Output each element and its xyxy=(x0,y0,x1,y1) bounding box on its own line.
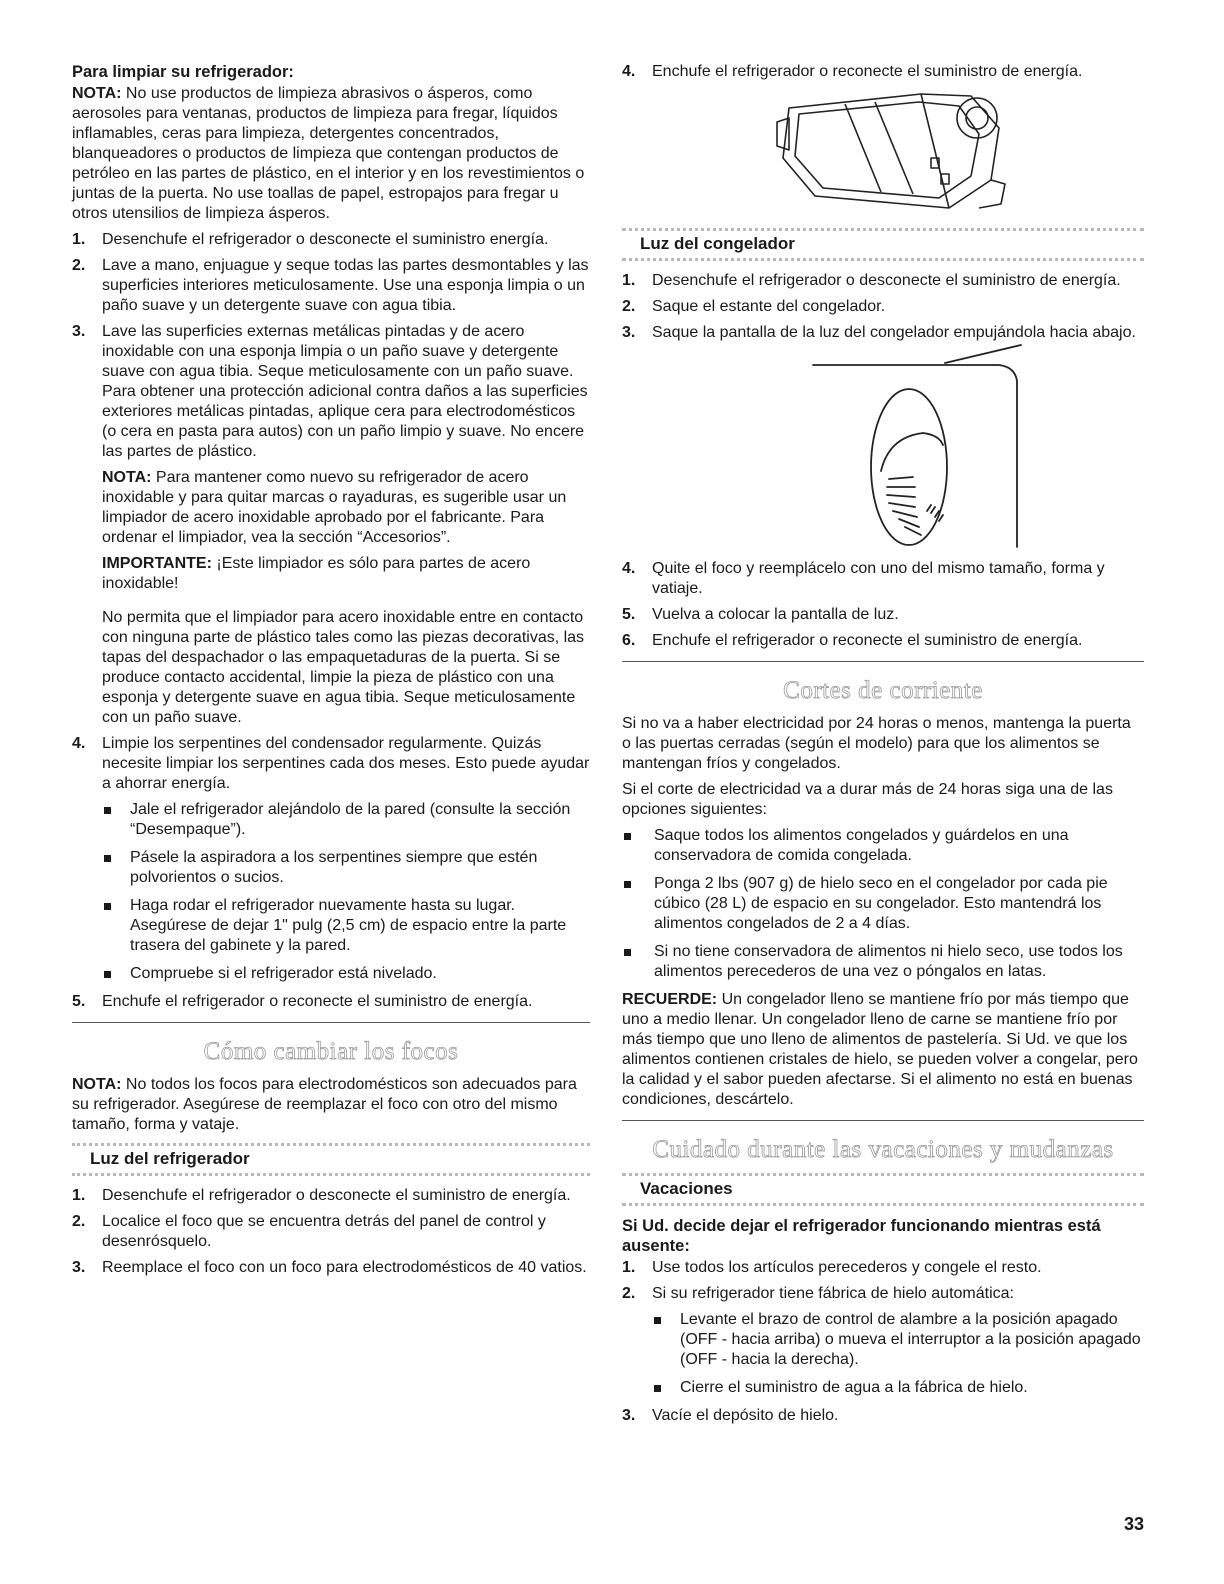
step-text: Limpie los serpentines del condensador regularmente. Quizás necesite limpiar los serpentines cada dos meses. Esto puede ayudar a ahorrar energía. xyxy=(102,735,590,792)
step-text: Si su refrigerador tiene fábrica de hielo automática: xyxy=(652,1285,1014,1302)
importante-paragraph xyxy=(102,554,590,594)
step-text: Use todos los artículos perecederos y congele el resto. xyxy=(652,1259,1042,1276)
step-number: 1. xyxy=(72,231,86,248)
step-text: Lave las superficies externas metálicas pintadas y de acero inoxidable con una esponja limpia o un paño suave y detergente suave con agua tibia. Seque meticulosamente con un paño suave. Para obtener una protección adicional contra daños a las superficies exteriores metálicas pintadas, aplique cera para electrodomésticos (o cera en pasta para autos) con un paño limpio y suave. No encere las partes de plástico. xyxy=(102,323,588,460)
step-number: 1. xyxy=(622,1259,636,1276)
freezer-light-illustration xyxy=(713,341,1053,559)
step-number: 3. xyxy=(622,1407,636,1424)
step-text: Vuelva a colocar la pantalla de luz. xyxy=(652,606,899,623)
step-number: 2. xyxy=(622,1285,636,1302)
recuerde-paragraph xyxy=(622,990,1144,1110)
step3-notes xyxy=(102,468,590,728)
step-number: 3. xyxy=(72,323,86,340)
recuerde-text: Un congelador lleno se mantiene frío por más tiempo que uno a medio llenar. Un congelador lleno de carne se mantiene frío por más tiempo que uno lleno de alimentos de pastelería. Si Ud. ve que los alimentos contienen cristales de hielo, se pueden volver a congelar, pero la calidad y el sabor pueden afectarse. Si el alimento no está en buenas condiciones, descártelo. xyxy=(622,991,1138,1108)
bullet-item xyxy=(622,826,1144,866)
step-text: Lave a mano, enjuague y seque todas las partes desmontables y las superficies interiores meticulosamente. Use una esponja limpia o un paño suave y un detergente suave con agua tibia. xyxy=(102,257,589,314)
list-item xyxy=(622,1406,1144,1426)
section-title-cortes: Cortes de corriente xyxy=(783,677,983,704)
light-cover-illustration xyxy=(753,88,1013,218)
step-text: Desenchufe el refrigerador o desconecte el suministro de energía. xyxy=(652,272,1121,289)
step-number: 5. xyxy=(72,993,86,1010)
step-text: Saque el estante del congelador. xyxy=(652,298,886,315)
step-text: Quite el foco y reemplácelo con uno del mismo tamaño, forma y vatiaje. xyxy=(652,560,1105,597)
cleaning-heading: Para limpiar su refrigerador: xyxy=(72,63,294,81)
nota-label: NOTA: xyxy=(72,85,122,102)
step-text: Enchufe el refrigerador o reconecte el suministro de energía. xyxy=(652,63,1083,80)
step-number: 3. xyxy=(622,324,636,341)
step-text: Saque la pantalla de la luz del congelador empujándola hacia abajo. xyxy=(652,324,1136,341)
bullet-text: Levante el brazo de control de alambre a la posición apagado (OFF - hacia arriba) o mueva el interruptor a la posición apagado (OFF - hacia la derecha). xyxy=(680,1311,1141,1368)
list-item xyxy=(622,323,1144,343)
bullet-text: Saque todos los alimentos congelados y guárdelos en una conservadora de comida congelada. xyxy=(654,827,1069,864)
bullet-text: Ponga 2 lbs (907 g) de hielo seco en el congelador por cada pie cúbico (28 L) de espacio en su congelador. Esto mantendrá los alimentos congelados de 2 a 4 días. xyxy=(654,875,1108,932)
step-number: 4. xyxy=(72,735,86,752)
focos-nota-text: No todos los focos para electrodomésticos son adecuados para su refrigerador. Asegúrese de reemplazar el foco con otro del mismo tamaño, forma y vataje. xyxy=(72,1076,577,1133)
bullet-item xyxy=(652,1378,1144,1398)
bullet-text: Si no tiene conservadora de alimentos ni hielo seco, use todos los alimentos perecederos de una vez o póngalos en latas. xyxy=(654,943,1123,980)
step-number: 2. xyxy=(72,1213,86,1230)
list-item xyxy=(72,734,590,794)
step-text: Enchufe el refrigerador o reconecte el suministro de energía. xyxy=(652,632,1083,649)
nota2-label: NOTA: xyxy=(102,469,152,486)
section-title-vacaciones: Cuidado durante las vacaciones y mudanzas xyxy=(652,1136,1114,1163)
page-number: 33 xyxy=(1123,1514,1144,1534)
bullet-item xyxy=(622,874,1144,934)
nota2-text: Para mantener como nuevo su refrigerador de acero inoxidable y para quitar marcas o rayaduras, es sugerible usar un limpiador de acero inoxidable aprobado por el fabricante. Para ordenar el limpiador, vea la sección “Accesorios”. xyxy=(102,469,567,546)
focos-nota-label: NOTA: xyxy=(72,1076,122,1093)
nota2-paragraph xyxy=(102,468,590,548)
bullet-item xyxy=(102,964,590,984)
list-item xyxy=(72,1258,590,1278)
importante-text: ¡Este limpiador es sólo para partes de acero inoxidable! xyxy=(102,555,531,592)
step-number: 1. xyxy=(622,272,636,289)
subsection-title-luz-refrigerador: Luz del refrigerador xyxy=(72,1143,590,1176)
step-number: 4. xyxy=(622,560,636,577)
list-item xyxy=(622,559,1144,599)
subsection-title-vacaciones: Vacaciones xyxy=(622,1173,1144,1206)
bullet-item xyxy=(652,1310,1144,1370)
bullet-item xyxy=(102,848,590,888)
step-text: Localice el foco que se encuentra detrás del panel de control y desenrósquelo. xyxy=(102,1213,546,1250)
list-item xyxy=(72,322,590,462)
cleaning-steps xyxy=(72,230,590,462)
step-number: 2. xyxy=(72,257,86,274)
step-number: 3. xyxy=(72,1259,86,1276)
bullet-text: Haga rodar el refrigerador nuevamente hasta su lugar. Asegúrese de dejar 1" pulg (2,5 cm) de espacio entre la parte trasera del gabinete y la pared. xyxy=(130,897,567,954)
section-divider xyxy=(72,1022,590,1023)
bullet-item xyxy=(622,942,1144,982)
importante-label: IMPORTANTE: xyxy=(102,555,212,572)
list-item xyxy=(72,256,590,316)
subsection-title-luz-congelador: Luz del congelador xyxy=(622,228,1144,261)
list-item xyxy=(72,1212,590,1252)
bullet-item xyxy=(102,896,590,956)
focos-nota xyxy=(72,1075,590,1135)
list-item xyxy=(622,62,1144,82)
left-column xyxy=(72,62,590,1284)
step-number: 4. xyxy=(622,63,636,80)
nota-paragraph xyxy=(72,84,590,224)
list-item xyxy=(622,271,1144,291)
nota-text: No use productos de limpieza abrasivos o ásperos, como aerosoles para ventanas, productos de limpieza para fregar, líquidos inflamables, ceras para limpieza, detergentes concentrados, blanqueadores o productos de limpieza que contengan productos de petróleo en las partes de plástico, en el interior y en los revestimientos o juntas de la puerta. No use toallas de papel, estropajos para fregar u otros utensilios de limpieza ásperos. xyxy=(72,85,585,222)
bullet-text: Jale el refrigerador alejándolo de la pared (consulte la sección “Desempaque”). xyxy=(130,801,571,838)
bullet-text: Cierre el suministro de agua a la fábrica de hielo. xyxy=(680,1379,1028,1396)
step-text: Reemplace el foco con un foco para electrodomésticos de 40 vatios. xyxy=(102,1259,587,1276)
no-permita-paragraph: No permita que el limpiador para acero inoxidable entre en contacto con ninguna parte de plástico tales como las piezas decorativas, las tapas del despachador o las empaquetaduras de la puerta. Si se produce contacto accidental, limpie la pieza de plástico con una esponja y detergente suave en agua tibia. Seque meticulosamente con un paño suave. xyxy=(102,609,585,726)
list-item xyxy=(622,631,1144,651)
cortes-paragraph-2: Si el corte de electricidad va a durar más de 24 horas siga una de las opciones siguientes: xyxy=(622,781,1113,818)
bullet-item xyxy=(102,800,590,840)
list-item xyxy=(72,230,590,250)
list-item xyxy=(622,297,1144,317)
list-item xyxy=(622,1284,1144,1304)
list-item xyxy=(72,1186,590,1206)
step-text: Desenchufe el refrigerador o desconecte el suministro de energía. xyxy=(102,1187,571,1204)
section-divider xyxy=(622,1120,1144,1121)
list-item xyxy=(622,605,1144,625)
list-item xyxy=(72,992,590,1012)
step-number: 1. xyxy=(72,1187,86,1204)
step-number: 2. xyxy=(622,298,636,315)
recuerde-label: RECUERDE: xyxy=(622,991,718,1008)
step-text: Desenchufe el refrigerador o desconecte el suministro energía. xyxy=(102,231,549,248)
section-divider xyxy=(622,661,1144,662)
step-text: Enchufe el refrigerador o reconecte el suministro de energía. xyxy=(102,993,533,1010)
right-column xyxy=(622,62,1144,1432)
step-number: 5. xyxy=(622,606,636,623)
bullet-text: Compruebe si el refrigerador está nivelado. xyxy=(130,965,437,982)
step-text: Vacíe el depósito de hielo. xyxy=(652,1407,839,1424)
section-title-focos: Cómo cambiar los focos xyxy=(203,1038,459,1065)
bullet-text: Pásele la aspiradora a los serpentines siempre que estén polvorientos o sucios. xyxy=(130,849,538,886)
cortes-paragraph-1: Si no va a haber electricidad por 24 horas o menos, mantenga la puerta o las puertas cerradas (según el modelo) para que los alimentos se mantengan fríos y congelados. xyxy=(622,715,1131,772)
list-item xyxy=(622,1258,1144,1278)
si-ud-heading: Si Ud. decide dejar el refrigerador funcionando mientras está ausente: xyxy=(622,1217,1101,1255)
step-number: 6. xyxy=(622,632,636,649)
